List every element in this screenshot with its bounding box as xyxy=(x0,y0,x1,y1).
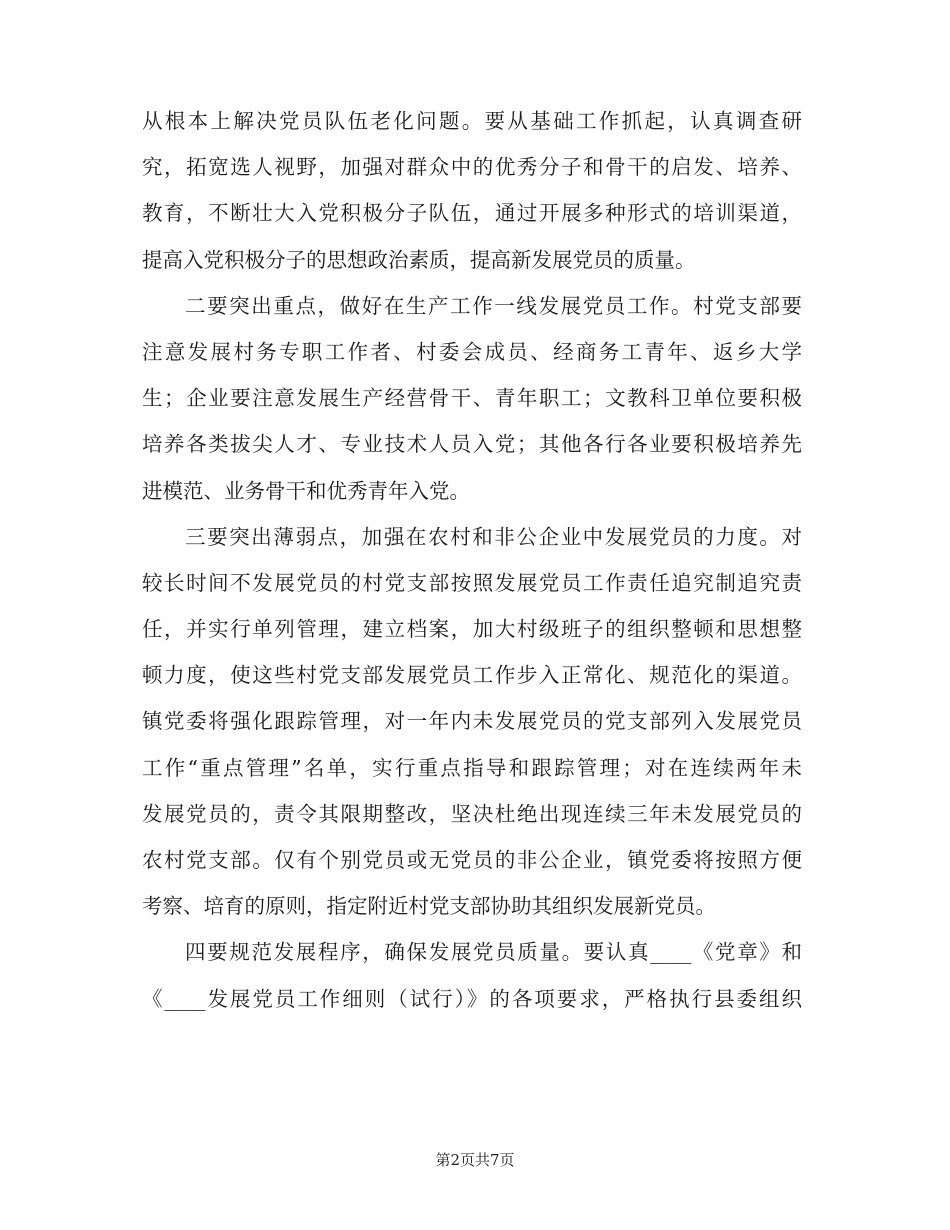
text-line: 从根本上解决党员队伍老化问题。要从基础工作抓起，认真调查研 xyxy=(142,109,802,133)
text-line: 进模范、业务骨干和优秀青年入党。 xyxy=(142,478,470,503)
paragraph-start-line: 四要规范发展程序，确保发展党员质量。要认真____《党章》和 xyxy=(185,940,802,965)
text-line: 发展党员的，责令其限期整改，坚决杜绝出现连续三年未发展党员的 xyxy=(142,801,802,826)
text-line: 究，拓宽选人视野，加强对群众中的优秀分子和骨干的启发、培养、 xyxy=(142,155,802,180)
text-line: 培养各类拔尖人才、专业技术人员入党；其他各行各业要积极培养先 xyxy=(142,432,802,457)
text-line: 工作“重点管理”名单，实行重点指导和跟踪管理；对在连续两年未 xyxy=(142,755,802,780)
text-line: 考察、培育的原则，指定附近村党支部协助其组织发展新党员。 xyxy=(142,894,716,919)
text-line: 镇党委将强化跟踪管理，对一年内未发展党员的党支部列入发展党员 xyxy=(142,709,802,734)
text-line: 农村党支部。仅有个别党员或无党员的非公企业，镇党委将按照方便 xyxy=(142,848,802,872)
text-line: 任，并实行单列管理，建立档案，加大村级班子的组织整顿和思想整 xyxy=(142,617,802,642)
text-line: 提高入党积极分子的思想政治素质，提高新发展党员的质量。 xyxy=(142,247,696,272)
text-line: 《____发展党员工作细则（试行）》的各项要求，严格执行县委组织 xyxy=(142,986,802,1011)
document-body xyxy=(142,98,802,1022)
page-number-footer: 第2页共7页 xyxy=(435,1151,515,1169)
text-line: 顿力度，使这些村党支部发展党员工作步入正常化、规范化的渠道。 xyxy=(142,663,802,688)
paragraph-start-line: 二要突出重点，做好在生产工作一线发展党员工作。村党支部要 xyxy=(185,293,802,318)
text-line: 较长时间不发展党员的村党支部按照发展党员工作责任追究制追究责 xyxy=(142,570,802,595)
text-line: 教育，不断壮大入党积极分子队伍，通过开展多种形式的培训渠道， xyxy=(142,201,802,226)
text-line: 注意发展村务专职工作者、村委会成员、经商务工青年、返乡大学 xyxy=(142,339,802,364)
paragraph-start-line: 三要突出薄弱点，加强在农村和非公企业中发展党员的力度。对 xyxy=(185,524,802,549)
text-line: 生；企业要注意发展生产经营骨干、青年职工；文教科卫单位要积极 xyxy=(142,386,802,411)
